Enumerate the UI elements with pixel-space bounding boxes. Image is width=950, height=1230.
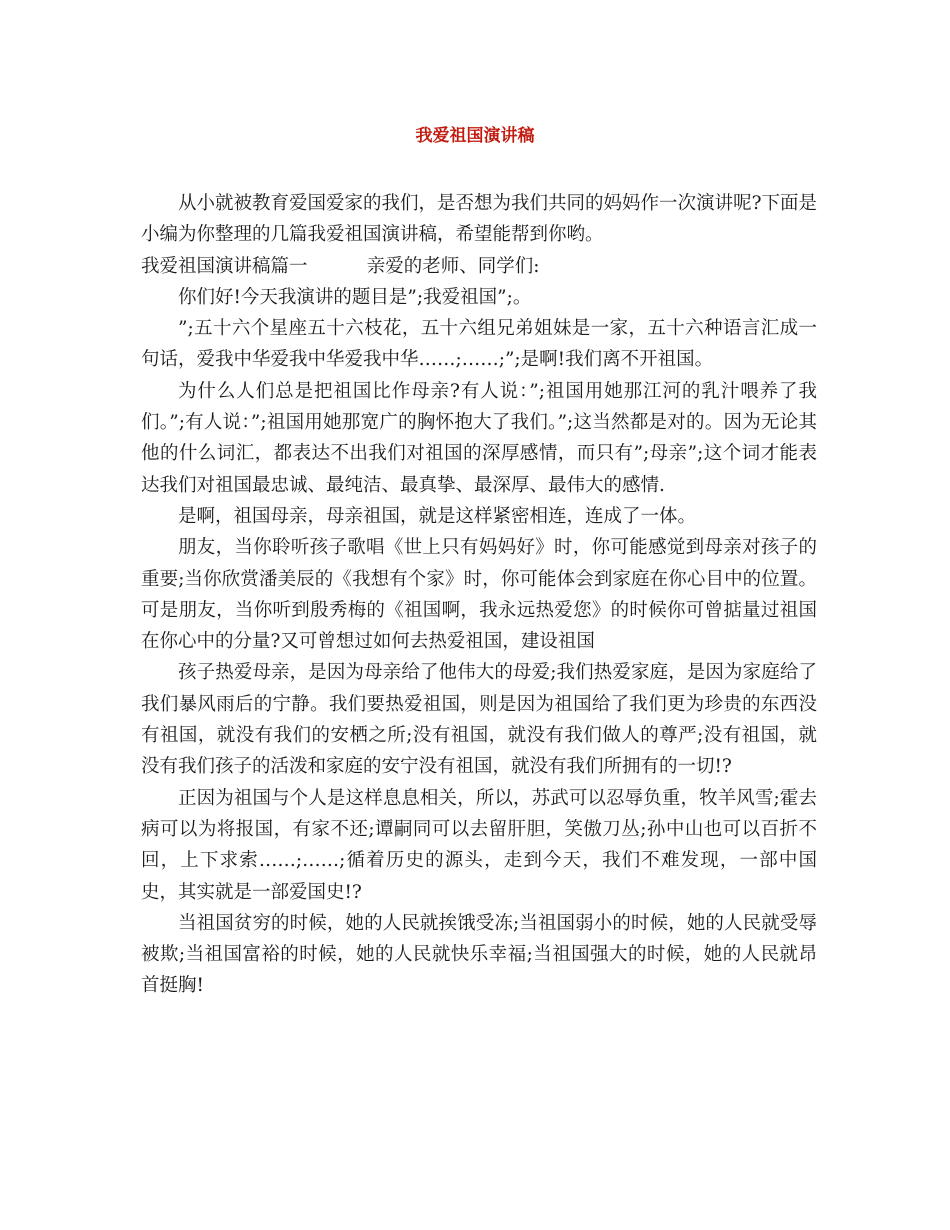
salutation: 亲爱的老师、同学们: bbox=[366, 255, 540, 277]
body-paragraph: 你们好!今天我演讲的题目是”;我爱祖国”;。 bbox=[178, 286, 532, 308]
body-paragraph: 是啊，祖国母亲，母亲祖国，就是这样紧密相连，连成了一体。 bbox=[178, 505, 697, 527]
document-title: 我爱祖国演讲稿 bbox=[415, 126, 535, 146]
intro-paragraph: 从小就被教育爱国爱家的我们，是否想为我们共同的妈妈作一次演讲呢?下面是小编为你整理的几篇我爱祖国演讲稿，希望能帮到你哟。 bbox=[141, 193, 817, 246]
section-heading: 我爱祖国演讲稿篇一 bbox=[141, 255, 308, 277]
document-body bbox=[141, 188, 817, 1002]
body-paragraph: 孩子热爱母亲，是因为母亲给了他伟大的母爱;我们热爱家庭，是因为家庭给了我们暴风雨后的宁静。我们要热爱祖国，则是因为祖国给了我们更为珍贵的东西没有祖国，就没有我们的安栖之所;没有祖国，就没有我们做人的尊严;没有祖国，就没有我们孩子的活泼和家庭的安宁没有祖国，就没有我们所拥有的一切!? bbox=[141, 662, 817, 778]
body-paragraph: 当祖国贫穷的时候，她的人民就挨饿受冻;当祖国弱小的时候，她的人民就受辱被欺;当祖国富裕的时候，她的人民就快乐幸福;当祖国强大的时候，她的人民就昂首挺胸! bbox=[141, 912, 817, 997]
section-heading-line bbox=[141, 251, 817, 282]
body-paragraph: 朋友，当你聆听孩子歌唱《世上只有妈妈好》时，你可能感觉到母亲对孩子的重要;当你欣赏潘美辰的《我想有个家》时，你可能体会到家庭在你心目中的位置。可是朋友，当你听到殷秀梅的《祖国啊，我永远热爱您》的时候你可曾掂量过祖国在你心中的分量?又可曾想过如何去热爱祖国，建设祖国 bbox=[141, 537, 817, 653]
body-paragraph: 为什么人们总是把祖国比作母亲?有人说：”;祖国用她那江河的乳汁喂养了我们。”;有人说：”;祖国用她那宽广的胸怀抱大了我们。”;这当然都是对的。因为无论其他的什么词汇，都表达不出我们对祖国的深厚感情，而只有”;母亲”;这个词才能表达我们对祖国最忠诚、最纯洁、最真挚、最深厚、最伟大的感情. bbox=[141, 380, 817, 496]
body-paragraph: ”;五十六个星座五十六枝花，五十六组兄弟姐妹是一家，五十六种语言汇成一句话，爱我中华爱我中华爱我中华……;……;”;是啊!我们离不开祖国。 bbox=[141, 318, 817, 371]
body-paragraph: 正因为祖国与个人是这样息息相关，所以，苏武可以忍辱负重，牧羊风雪;霍去病可以为将报国，有家不还;谭嗣同可以去留肝胆，笑傲刀丛;孙中山也可以百折不回，上下求索……;……;循着历史的源头，走到今天，我们不难发现，一部中国史，其实就是一部爱国史!? bbox=[141, 787, 817, 903]
